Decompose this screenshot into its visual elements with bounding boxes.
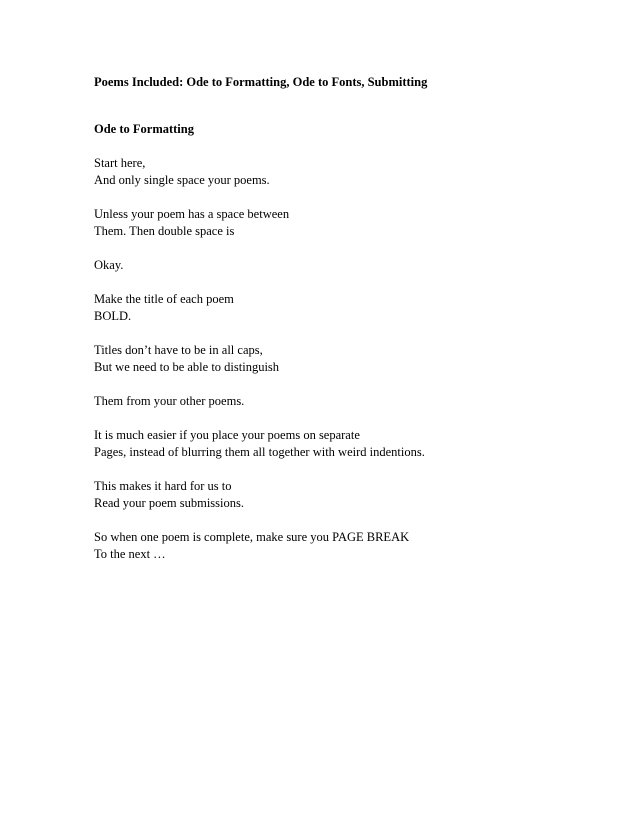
- poem-line: But we need to be able to distinguish: [94, 360, 280, 374]
- poem-line: Start here,: [94, 156, 146, 170]
- poem-line: To the next …: [94, 547, 166, 561]
- stanza: [94, 291, 594, 325]
- poem-line: Okay.: [94, 258, 124, 272]
- poems-included-header: Poems Included: Ode to Formatting, Ode to Fonts, Submitting: [94, 75, 428, 89]
- stanza: [94, 427, 594, 461]
- poem-line: Them. Then double space is: [94, 224, 235, 238]
- stanza: [94, 257, 594, 274]
- poem-title: Ode to Formatting: [94, 122, 194, 136]
- poem-line: And only single space your poems.: [94, 173, 270, 187]
- poem-line: Titles don’t have to be in all caps,: [94, 343, 263, 357]
- poem-line: Read your poem submissions.: [94, 496, 244, 510]
- stanza: [94, 529, 594, 563]
- poem-line: This makes it hard for us to: [94, 479, 232, 493]
- poem-line: Them from your other poems.: [94, 394, 245, 408]
- stanza: [94, 342, 594, 376]
- stanza: [94, 206, 594, 240]
- stanza: [94, 155, 594, 189]
- document-body: [94, 74, 594, 580]
- poem-line: BOLD.: [94, 309, 132, 323]
- poem-line: Unless your poem has a space between: [94, 207, 290, 221]
- poem-line: So when one poem is complete, make sure you PAGE BREAK: [94, 530, 410, 544]
- poem-body: [94, 155, 594, 563]
- stanza: [94, 478, 594, 512]
- poem-line: Make the title of each poem: [94, 292, 234, 306]
- poem-line: Pages, instead of blurring them all together with weird indentions.: [94, 445, 425, 459]
- stanza: [94, 393, 594, 410]
- poem-line: It is much easier if you place your poems on separate: [94, 428, 360, 442]
